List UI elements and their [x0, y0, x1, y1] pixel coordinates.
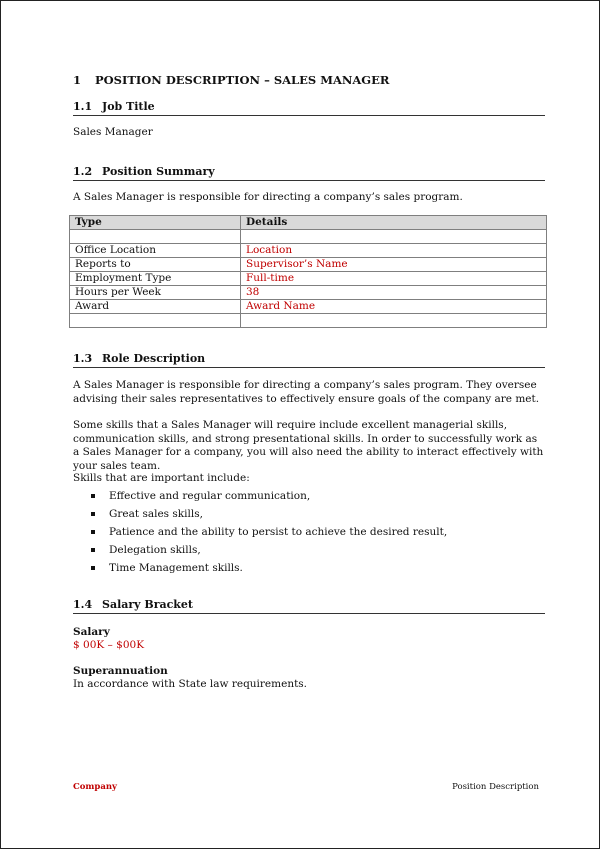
section-heading-position-summary: [73, 165, 545, 181]
bullet-icon: [91, 494, 95, 498]
section-number: 1.1: [73, 100, 93, 113]
salary-value: $ 00K – $00K: [73, 639, 145, 651]
section-heading-role-description: [73, 352, 545, 368]
table-cell-details: Supervisor’s Name: [241, 258, 547, 272]
section-heading-job-title: [73, 100, 545, 116]
table-cell-type: [70, 230, 241, 244]
table-cell-details: Location: [241, 244, 547, 258]
table-cell-details: [241, 314, 547, 328]
job-title-value: Sales Manager: [73, 126, 153, 138]
main-heading-number: 1: [73, 73, 82, 87]
bullet-icon: [91, 512, 95, 516]
section-title: Salary Bracket: [102, 598, 194, 611]
section-title: Role Description: [102, 352, 206, 365]
skill-text: Patience and the ability to persist to achieve the desired result,: [109, 526, 448, 538]
table-cell-details: Full-time: [241, 272, 547, 286]
table-header-row: [70, 216, 547, 230]
section-number: 1.4: [73, 598, 93, 611]
skill-text: Great sales skills,: [109, 508, 203, 520]
table-row: [70, 286, 547, 300]
position-summary-text: A Sales Manager is responsible for directing a company’s sales program.: [73, 191, 463, 203]
skill-text: Delegation skills,: [109, 544, 201, 556]
role-description-paragraph-2: Some skills that a Sales Manager will require include excellent managerial skills, communication skills, and strong presentational skills. In order to successfully work as a Sales Manager for a company, you will also need the ability to interact effectively with your sales team.: [73, 419, 544, 472]
bullet-icon: [91, 530, 95, 534]
table-row: [70, 314, 547, 328]
table-cell-type: Hours per Week: [70, 286, 241, 300]
list-item: [73, 559, 447, 577]
list-item: [73, 523, 447, 541]
list-item: [73, 487, 447, 505]
table-row: [70, 300, 547, 314]
bullet-icon: [91, 548, 95, 552]
position-details-table: [69, 215, 547, 328]
footer-company: Company: [73, 782, 117, 792]
table-row: [70, 258, 547, 272]
table-row: [70, 230, 547, 244]
main-heading: [73, 73, 389, 87]
table-cell-type: [70, 314, 241, 328]
role-description-paragraph-1: A Sales Manager is responsible for directing a company’s sales program. They oversee advising their sales representatives to effectively ensure goals of the company are met.: [73, 379, 540, 405]
section-number: 1.2: [73, 165, 93, 178]
salary-label: Salary: [73, 626, 110, 638]
table-header-type: Type: [70, 216, 241, 230]
table-cell-details: Award Name: [241, 300, 547, 314]
table-cell-type: Employment Type: [70, 272, 241, 286]
table-cell-details: 38: [241, 286, 547, 300]
skill-text: Effective and regular communication,: [109, 490, 311, 502]
list-item: [73, 541, 447, 559]
section-heading-salary-bracket: [73, 598, 545, 614]
table-row: [70, 244, 547, 258]
table-cell-type: Reports to: [70, 258, 241, 272]
bullet-icon: [91, 566, 95, 570]
superannuation-value: In accordance with State law requirements.: [73, 678, 308, 690]
table-header-details: Details: [241, 216, 547, 230]
section-number: 1.3: [73, 352, 93, 365]
table-row: [70, 272, 547, 286]
section-title: Job Title: [102, 100, 155, 113]
main-heading-title: POSITION DESCRIPTION – SALES MANAGER: [95, 73, 390, 87]
list-item: [73, 505, 447, 523]
section-title: Position Summary: [102, 165, 215, 178]
skill-text: Time Management skills.: [109, 562, 243, 574]
table-cell-type: Award: [70, 300, 241, 314]
table-cell-details: [241, 230, 547, 244]
footer-document-title: Position Description: [452, 782, 539, 792]
skills-list: [73, 487, 447, 577]
table-cell-type: Office Location: [70, 244, 241, 258]
superannuation-label: Superannuation: [73, 665, 168, 677]
skills-intro: Skills that are important include:: [73, 472, 250, 484]
